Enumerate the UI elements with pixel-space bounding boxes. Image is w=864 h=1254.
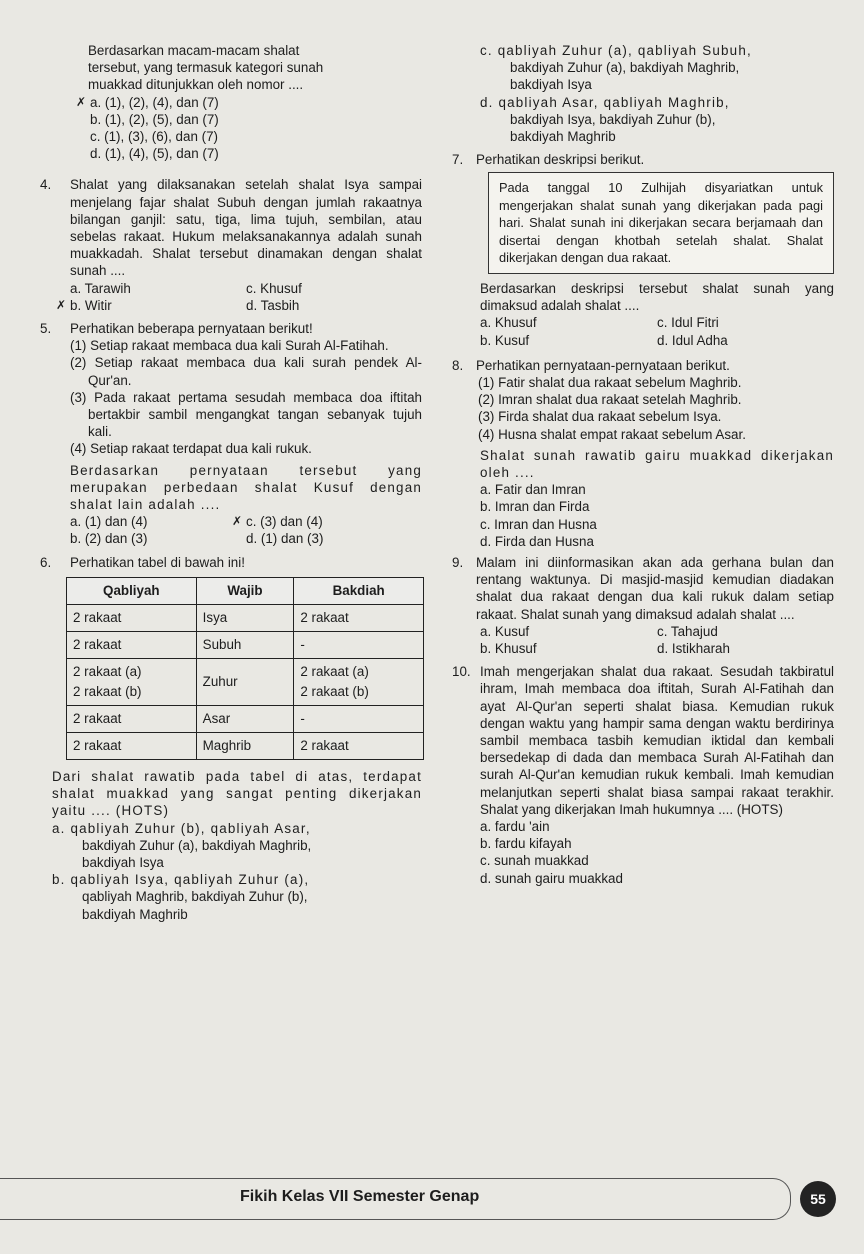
question-8 (452, 357, 834, 374)
prev-stem-line-2: tersebut, yang termasuk kategori sunah (88, 60, 324, 76)
question-6-option-d-line-3: bakdiyah Maghrib (510, 129, 616, 145)
question-6-tail: Dari shalat rawatib pada tabel di atas, terdapat shalat muakkad yang sangat penting dikerjakan yaitu .... (HOTS) (52, 768, 422, 819)
question-4-option-a: a. Tarawih (70, 280, 131, 296)
question-10-stem: Imah mengerjakan shalat dua rakaat. Sesudah takbiratul ihram, Imah membaca doa iftitah, Surah Al-Fatihah dan ayat Al-Qur'an seperti shalat biasa. Kemudian rukuk dengan waktu yang hampir sama dengan waktu berdirinya sambil membaca tasbih kemudian iktidal dan kembali bersedekap di dada dan membaca Surah Al-Fatihah dan surah Al-Qur'an kemudian rukuk kembali. Imah kemudian melanjutkan seperti shalat biasa sampai rakaat terakhir. Shalat yang dikerjakan Imah hukumnya .... (HOTS) (480, 664, 834, 817)
table-cell: 2 rakaat (a) (300, 663, 369, 679)
question-10-option-a: a. fardu 'ain (480, 819, 550, 835)
question-8-statement-3: (3) Firda shalat dua rakaat sebelum Isya. (478, 409, 722, 425)
table-cell-stack (67, 658, 197, 705)
prev-option-b: b. (1), (2), (5), dan (7) (90, 111, 219, 127)
question-5-stem: Perhatikan beberapa pernyataan berikut! (70, 321, 313, 337)
table-header-wajib: Wajib (196, 577, 294, 604)
table-row (67, 705, 424, 732)
question-6-option-a-line-1: a. qabliyah Zuhur (b), qabliyah Asar, (52, 820, 311, 836)
table-header-row (67, 577, 424, 604)
table-cell-stack (294, 658, 424, 705)
question-4-option-c: c. Khusuf (246, 280, 302, 296)
question-10-option-c: c. sunah muakkad (480, 853, 589, 869)
table-row (67, 658, 424, 705)
question-6-number: 6. (40, 554, 52, 570)
question-9 (452, 554, 834, 623)
question-7-number: 7. (452, 152, 464, 168)
question-6-option-c (452, 42, 834, 94)
question-5-statement-4: (4) Setiap rakaat terdapat dua kali rukuk. (70, 441, 312, 457)
prev-option-d: d. (1), (4), (5), dan (7) (90, 146, 219, 162)
question-4-stem: Shalat yang dilaksanakan setelah shalat Isya sampai menjelang fajar shalat Subuh dengan jumlah rakaatnya bilangan ganjil: satu, tiga, lima tujuh, sembilan, atau sebelas rakaat. Hukum melaksanakannya adalah sunah muakkadah. Shalat tersebut dinamakan dengan shalat sunah .... (70, 177, 422, 279)
question-6-option-b-line-3: bakdiyah Maghrib (82, 906, 188, 922)
question-9-number: 9. (452, 554, 464, 570)
table-row (67, 604, 424, 631)
question-4-options-row-1 (40, 280, 422, 297)
question-7-option-c: c. Idul Fitri (657, 315, 719, 331)
table-cell: 2 rakaat (67, 604, 197, 631)
question-10 (452, 663, 834, 818)
left-column (40, 42, 422, 923)
description-box: Pada tanggal 10 Zulhijah disyariatkan untuk mengerjakan shalat sunah yang dikerjakan pada pagi hari. Shalat sunah ini dikerjakan secara berjamaah dan disertai dengan khotbah setelah shalat. Shalat dikerjakan dengan dua rakaat. (488, 172, 834, 274)
question-8-option-c: c. Imran dan Husna (480, 516, 597, 532)
table-row (67, 732, 424, 759)
question-8-statement-2: (2) Imran shalat dua rakaat setelah Maghrib. (478, 392, 742, 408)
question-5-options-row-1 (40, 513, 422, 530)
question-4-number: 4. (40, 177, 52, 193)
page-number: 55 (800, 1181, 836, 1217)
table-cell: Isya (196, 604, 294, 631)
question-10-options (452, 818, 834, 887)
question-7-tail: Berdasarkan deskripsi tersebut shalat sunah yang dimaksud adalah shalat .... (480, 280, 834, 314)
question-8-option-b: b. Imran dan Firda (480, 499, 590, 515)
question-8-statement-1: (1) Fatir shalat dua rakaat sebelum Maghrib. (478, 374, 742, 390)
question-6-option-b (40, 871, 422, 923)
table-row (67, 631, 424, 658)
table-cell: 2 rakaat (a) (73, 663, 142, 679)
question-6-option-b-line-1: b. qabliyah Isya, qabliyah Zuhur (a), (52, 872, 310, 888)
table-cell: Asar (196, 705, 294, 732)
question-6-option-a-line-2: bakdiyah Zuhur (a), bakdiyah Maghrib, (82, 837, 312, 853)
question-5-statement-1: (1) Setiap rakaat membaca dua kali Surah Al-Fatihah. (70, 338, 389, 354)
question-7-options-row-2 (452, 332, 834, 349)
right-column (452, 42, 834, 887)
question-5-option-b: b. (2) dan (3) (70, 531, 148, 547)
question-9-option-a: a. Kusuf (480, 623, 530, 639)
footer-title: Fikih Kelas VII Semester Genap (240, 1188, 480, 1205)
question-8-tail: Shalat sunah rawatib gairu muakkad dikerjakan oleh .... (480, 447, 834, 480)
question-10-number: 10. (452, 664, 471, 680)
question-8-option-d: d. Firda dan Husna (480, 533, 594, 549)
question-5-options-row-2 (40, 530, 422, 547)
prev-question-stem (40, 42, 422, 94)
question-7-stem: Perhatikan deskripsi berikut. (476, 152, 645, 168)
table-cell: Zuhur (196, 658, 294, 705)
question-9-options-row-1 (452, 623, 834, 640)
table-cell: 2 rakaat (b) (73, 683, 142, 699)
question-9-options-row-2 (452, 640, 834, 657)
question-5-option-d: d. (1) dan (3) (246, 531, 324, 547)
question-4-option-b (70, 297, 246, 314)
question-8-stem: Perhatikan pernyataan-pernyataan berikut. (476, 357, 730, 373)
prev-stem-line-1: Berdasarkan macam-macam shalat (88, 43, 300, 58)
question-10-option-b: b. fardu kifayah (480, 836, 572, 852)
question-9-option-d: d. Istikharah (657, 640, 730, 656)
question-7-option-a: a. Khusuf (480, 315, 537, 331)
table-cell: - (294, 705, 424, 732)
table-cell: 2 rakaat (b) (300, 683, 369, 699)
table-cell: 2 rakaat (67, 732, 197, 759)
question-4-option-d: d. Tasbih (246, 297, 300, 313)
question-5-statement-2: (2) Setiap rakaat membaca dua kali surah pendek Al-Qur'an. (70, 355, 422, 388)
table-cell: 2 rakaat (67, 705, 197, 732)
question-6-option-c-line-3: bakdiyah Isya (510, 77, 592, 93)
question-7-option-d: d. Idul Adha (657, 332, 728, 348)
prev-option-c: c. (1), (3), (6), dan (7) (90, 129, 218, 145)
question-6-option-d-line-1: d. qabliyah Asar, qabliyah Maghrib, (480, 94, 730, 110)
question-10-option-d: d. sunah gairu muakkad (480, 870, 623, 886)
question-7-options-row-1 (452, 314, 834, 331)
question-4-option-b-text: b. Witir (70, 297, 112, 313)
question-6 (40, 554, 422, 571)
table-cell: 2 rakaat (67, 631, 197, 658)
table-cell: - (294, 631, 424, 658)
rawatib-table (66, 577, 424, 760)
question-6-option-a-line-3: bakdiyah Isya (82, 854, 164, 870)
prev-option-a (40, 94, 422, 111)
question-9-stem: Malam ini diinformasikan akan ada gerhana bulan dan rentang waktunya. Di masjid-masjid kemudian diadakan shalat dua rakaat dengan dua kali rukuk dalam setiap rakaat. Shalat sunah yang dimaksud adalah shalat .... (476, 554, 834, 622)
question-6-option-d (452, 94, 834, 146)
question-5 (40, 320, 422, 337)
question-8-statement-4: (4) Husna shalat empat rakaat sebelum Asar. (478, 426, 746, 442)
question-5-tail: Berdasarkan pernyataan tersebut yang merupakan perbedaan shalat Kusuf dengan shalat lain adalah .... (70, 462, 422, 513)
question-9-option-c: c. Tahajud (657, 623, 718, 639)
prev-stem-line-3: muakkad ditunjukkan oleh nomor .... (88, 77, 304, 93)
question-5-number: 5. (40, 321, 52, 337)
table-cell: 2 rakaat (294, 732, 424, 759)
question-8-number: 8. (452, 357, 464, 373)
question-6-option-d-line-2: bakdiyah Isya, bakdiyah Zuhur (b), (510, 111, 716, 127)
question-5-option-a: a. (1) dan (4) (70, 514, 148, 530)
question-8-options (452, 481, 834, 550)
question-6-stem: Perhatikan tabel di bawah ini! (70, 554, 245, 570)
question-6-option-c-line-1: c. qabliyah Zuhur (a), qabliyah Subuh, (480, 43, 752, 58)
table-header-bakdiah: Bakdiah (294, 577, 424, 604)
question-7-option-b: b. Kusuf (480, 332, 530, 348)
question-6-option-c-line-2: bakdiyah Zuhur (a), bakdiyah Maghrib, (510, 60, 740, 76)
question-4 (40, 176, 422, 279)
table-cell: 2 rakaat (294, 604, 424, 631)
question-6-option-a (40, 820, 422, 872)
question-5-statement-3: (3) Pada rakaat pertama sesudah membaca doa iftitah bertakbir sambil mengangkat tangan sebanyak tujuh kali. (70, 389, 422, 440)
question-8-option-a: a. Fatir dan Imran (480, 482, 586, 498)
prev-option-a-text: a. (1), (2), (4), dan (7) (90, 94, 219, 110)
table-cell: Subuh (196, 631, 294, 658)
question-4-options-row-2 (40, 297, 422, 314)
question-9-option-b: b. Khusuf (480, 640, 537, 656)
question-6-option-b-line-2: qabliyah Maghrib, bakdiyah Zuhur (b), (82, 889, 308, 905)
table-header-qabliyah: Qabliyah (67, 577, 197, 604)
table-cell: Maghrib (196, 732, 294, 759)
question-5-option-c-text: c. (3) dan (4) (246, 514, 323, 530)
question-5-option-c (246, 513, 422, 530)
question-7 (452, 151, 834, 168)
